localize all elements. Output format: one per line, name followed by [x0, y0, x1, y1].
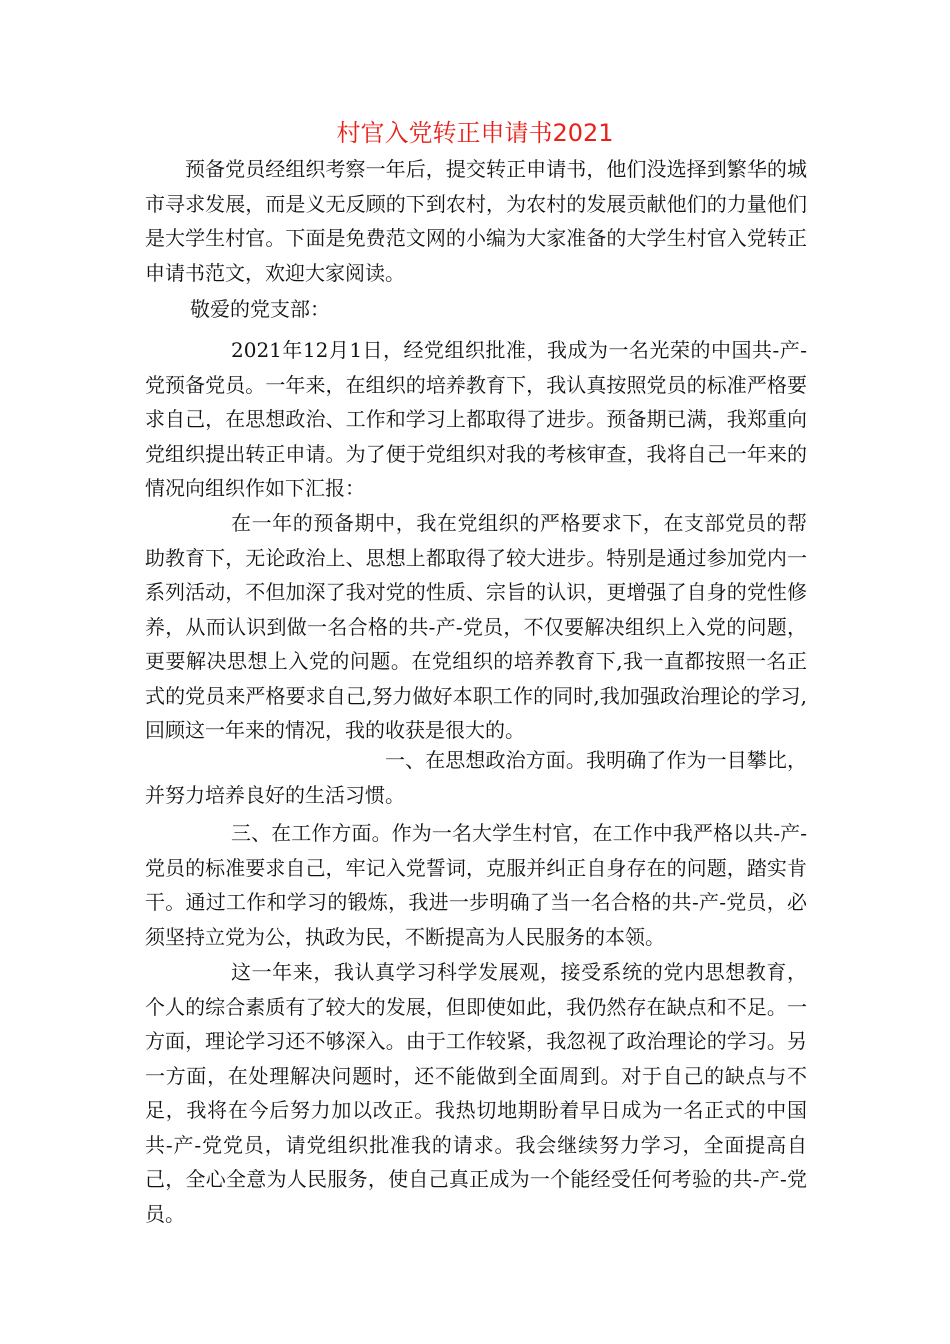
paragraph-4: 三、在工作方面。作为一名大学生村官，在工作中我严格以共-产-党员的标准要求自己，牢记入党誓词，克服并纠正自身存在的问题，踏实肯干。通过工作和学习的锻炼，我进一步明确了当一名合格的共-产-党员，必须坚持立党为公，执政为民，不断提高为人民服务的本领。	[145, 821, 807, 949]
salutation: 敬爱的党支部：	[190, 297, 330, 321]
paragraph-5: 这一年来，我认真学习科学发展观，接受系统的党内思想教育，个人的综合素质有了较大的发展，但即使如此，我仍然存在缺点和不足。一方面，理论学习还不够深入。由于工作较紧，我忽视了政治理论的学习。另一方面，在处理解决问题时，还不能做到全面周到。对于自己的缺点与不足，我将在今后努力加以改正。我热切地期盼着早日成为一名正式的中国共-产-党党员，请党组织批准我的请求。我会继续努力学习，全面提高自己，全心全意为人民服务，使自己真正成为一个能经受任何考验的共-产-党员。	[145, 960, 807, 1226]
paragraph-2: 在一年的预备期中，我在党组织的严格要求下，在支部党员的帮助教育下，无论政治上、思想上都取得了较大进步。特别是通过参加党内一系列活动，不但加深了我对党的性质、宗旨的认识，更增强了自身的党性修养，从而认识到做一名合格的共-产-党员，不仅要解决组织上入党的问题，更要解决思想上入党的问题。在党组织的培养教育下,我一直都按照一名正式的党员来严格要求自己,努力做好本职工作的同时,我加强政治理论的学习,回顾这一年来的情况，我的收获是很大的。	[145, 511, 807, 742]
paragraph-1: 2021年12月1日，经党组织批准，我成为一名光荣的中国共-产-党预备党员。一年来，在组织的培养教育下，我认真按照党员的标准严格要求自己，在思想政治、工作和学习上都取得了进步。预备期已满，我郑重向党组织提出转正申请。为了便于党组织对我的考核审查，我将自己一年来的情况向组织作如下汇报：	[145, 338, 807, 500]
document-title: 村官入党转正申请书2021	[336, 119, 614, 147]
intro-paragraph: 预备党员经组织考察一年后，提交转正申请书，他们没选择到繁华的城市寻求发展，而是义无反顾的下到农村，为农村的发展贡献他们的力量他们是大学生村官。下面是免费范文网的小编为大家准备的大学生村官入党转正申请书范文，欢迎大家阅读。	[145, 157, 807, 285]
paragraph-3: 一、在思想政治方面。我明确了作为一目攀比，并努力培养良好的生活习惯。	[145, 748, 807, 807]
